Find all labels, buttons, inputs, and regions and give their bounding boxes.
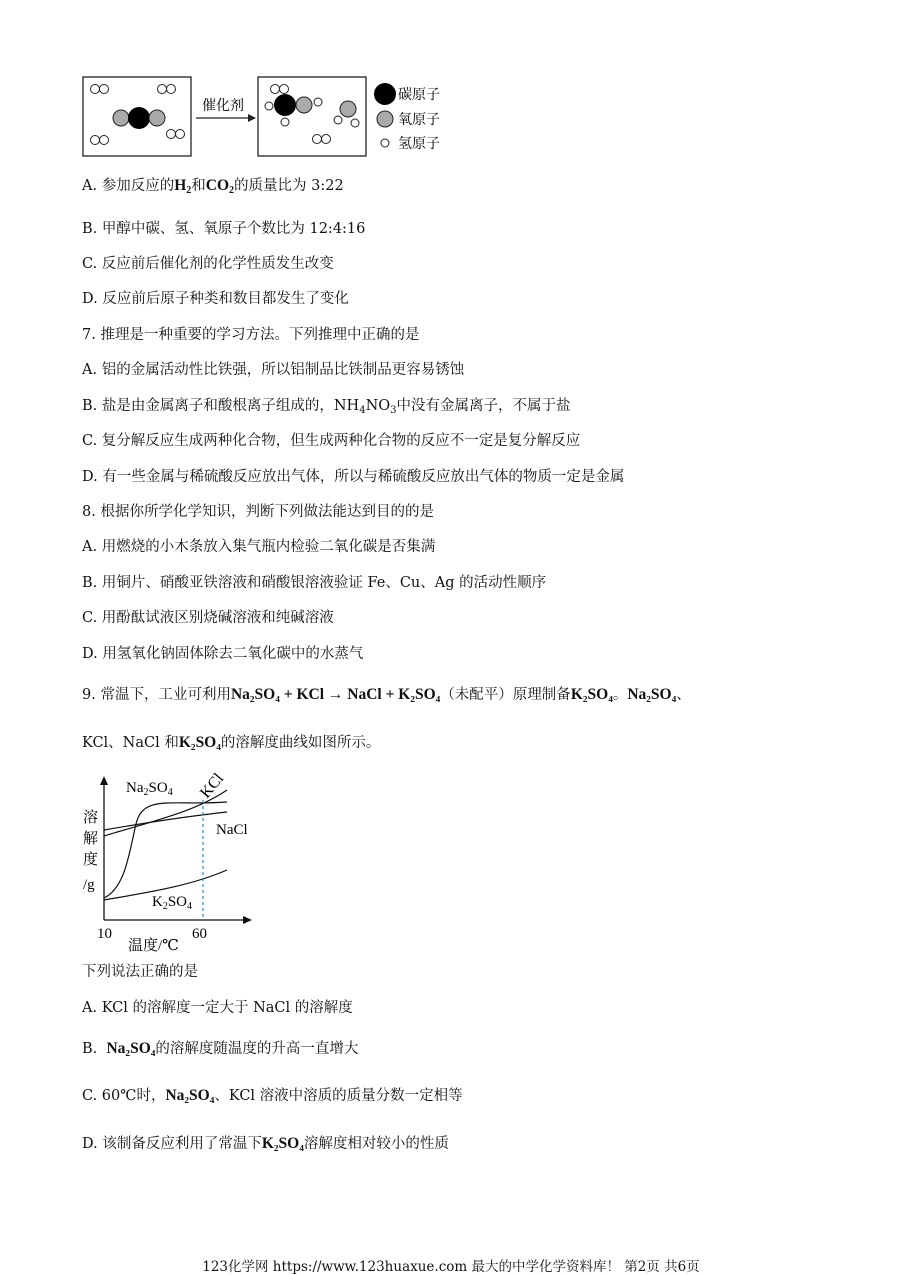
q9-option-d: D. 该制备反应利用了常温下K₂SO₄溶解度相对较小的性质: [82, 1135, 449, 1152]
ylabel-char-2: 解: [83, 831, 99, 847]
q8-option-a: A. 用燃烧的小木条放入集气瓶内检验二氧化碳是否集满: [82, 539, 436, 555]
q7-stem: 7. 推理是一种重要的学习方法。下列推理中正确的是: [82, 327, 420, 343]
q7-option-a: A. 铝的金属活动性比铁强，所以铝制品比铁制品更容易锈蚀: [82, 362, 465, 378]
label-kcl: KCl: [197, 770, 228, 802]
x-tick-10: 10: [97, 926, 112, 942]
arrow-label: 催化剂: [202, 99, 244, 114]
ylabel-char-1: 溶: [83, 810, 99, 826]
x-axis-label: 温度/℃: [128, 938, 179, 954]
q9-ask: 下列说法正确的是: [82, 964, 198, 980]
q6-option-a: A. 参加反应的$H_2$和$CO_2$的质量比为 3:22: [82, 177, 344, 196]
curve-nacl: [104, 812, 227, 830]
q7-option-b: B. 盐是由金属离子和酸根离子组成的，$NH_4NO_3$中没有金属离子，不属于盐: [82, 398, 571, 416]
q6-option-c: C. 反应前后催化剂的化学性质发生改变: [82, 256, 334, 272]
page-footer: 123化学网 https://www.123huaxue.com 最大的中学化学资料库！ 第2页 共6页: [202, 1259, 700, 1275]
q9-option-a: A. KCl 的溶解度一定大于 NaCl 的溶解度: [82, 1000, 353, 1016]
q9-stem-line2: KCl、NaCl 和K₂SO₄的溶解度曲线如图所示。: [82, 734, 381, 751]
curve-na2so4: [104, 802, 227, 898]
q6-option-b: B. 甲醇中碳、氢、氧原子个数比为 12:4:16: [82, 221, 366, 237]
ylabel-char-3: 度: [83, 852, 99, 868]
reaction-diagram: [80, 72, 460, 162]
ylabel-char-4: /g: [83, 877, 95, 893]
label-nacl: NaCl: [216, 822, 248, 838]
label-k2so4: $K_2SO_4$: [152, 894, 193, 912]
q8-option-d: D. 用氢氧化钠固体除去二氧化碳中的水蒸气: [82, 646, 364, 662]
legend-hydrogen: 氢原子: [398, 137, 440, 152]
legend-carbon: 碳原子: [398, 88, 440, 103]
label-na2so4: $Na_2SO_4$: [126, 780, 173, 798]
legend-oxygen: 氧原子: [398, 113, 440, 128]
q6-option-d: D. 反应前后原子种类和数目都发生了变化: [82, 291, 349, 307]
q9-option-c: C. 60℃时，Na₂SO₄、KCl 溶液中溶质的质量分数一定相等: [82, 1087, 463, 1104]
q7-option-d: D. 有一些金属与稀硫酸反应放出气体，所以与稀硫酸反应放出气体的物质一定是金属: [82, 469, 625, 485]
q9-option-b: B. Na₂SO₄的溶解度随温度的升高一直增大: [82, 1040, 359, 1057]
q8-stem: 8. 根据你所学化学知识，判断下列做法能达到目的的是: [82, 504, 434, 520]
solubility-chart: [80, 770, 270, 958]
x-tick-60: 60: [192, 926, 207, 942]
q9-stem-line1: 9. 常温下，工业可利用Na₂SO₄ + KCl → NaCl + K₂SO₄（未配平）原理制备K₂SO₄。Na₂SO₄、: [82, 686, 691, 703]
q8-option-c: C. 用酚酞试液区别烧碱溶液和纯碱溶液: [82, 610, 334, 626]
q7-option-c: C. 复分解反应生成两种化合物，但生成两种化合物的反应不一定是复分解反应: [82, 433, 581, 449]
q8-option-b: B. 用铜片、硝酸亚铁溶液和硝酸银溶液验证 Fe、Cu、Ag 的活动性顺序: [82, 575, 547, 591]
